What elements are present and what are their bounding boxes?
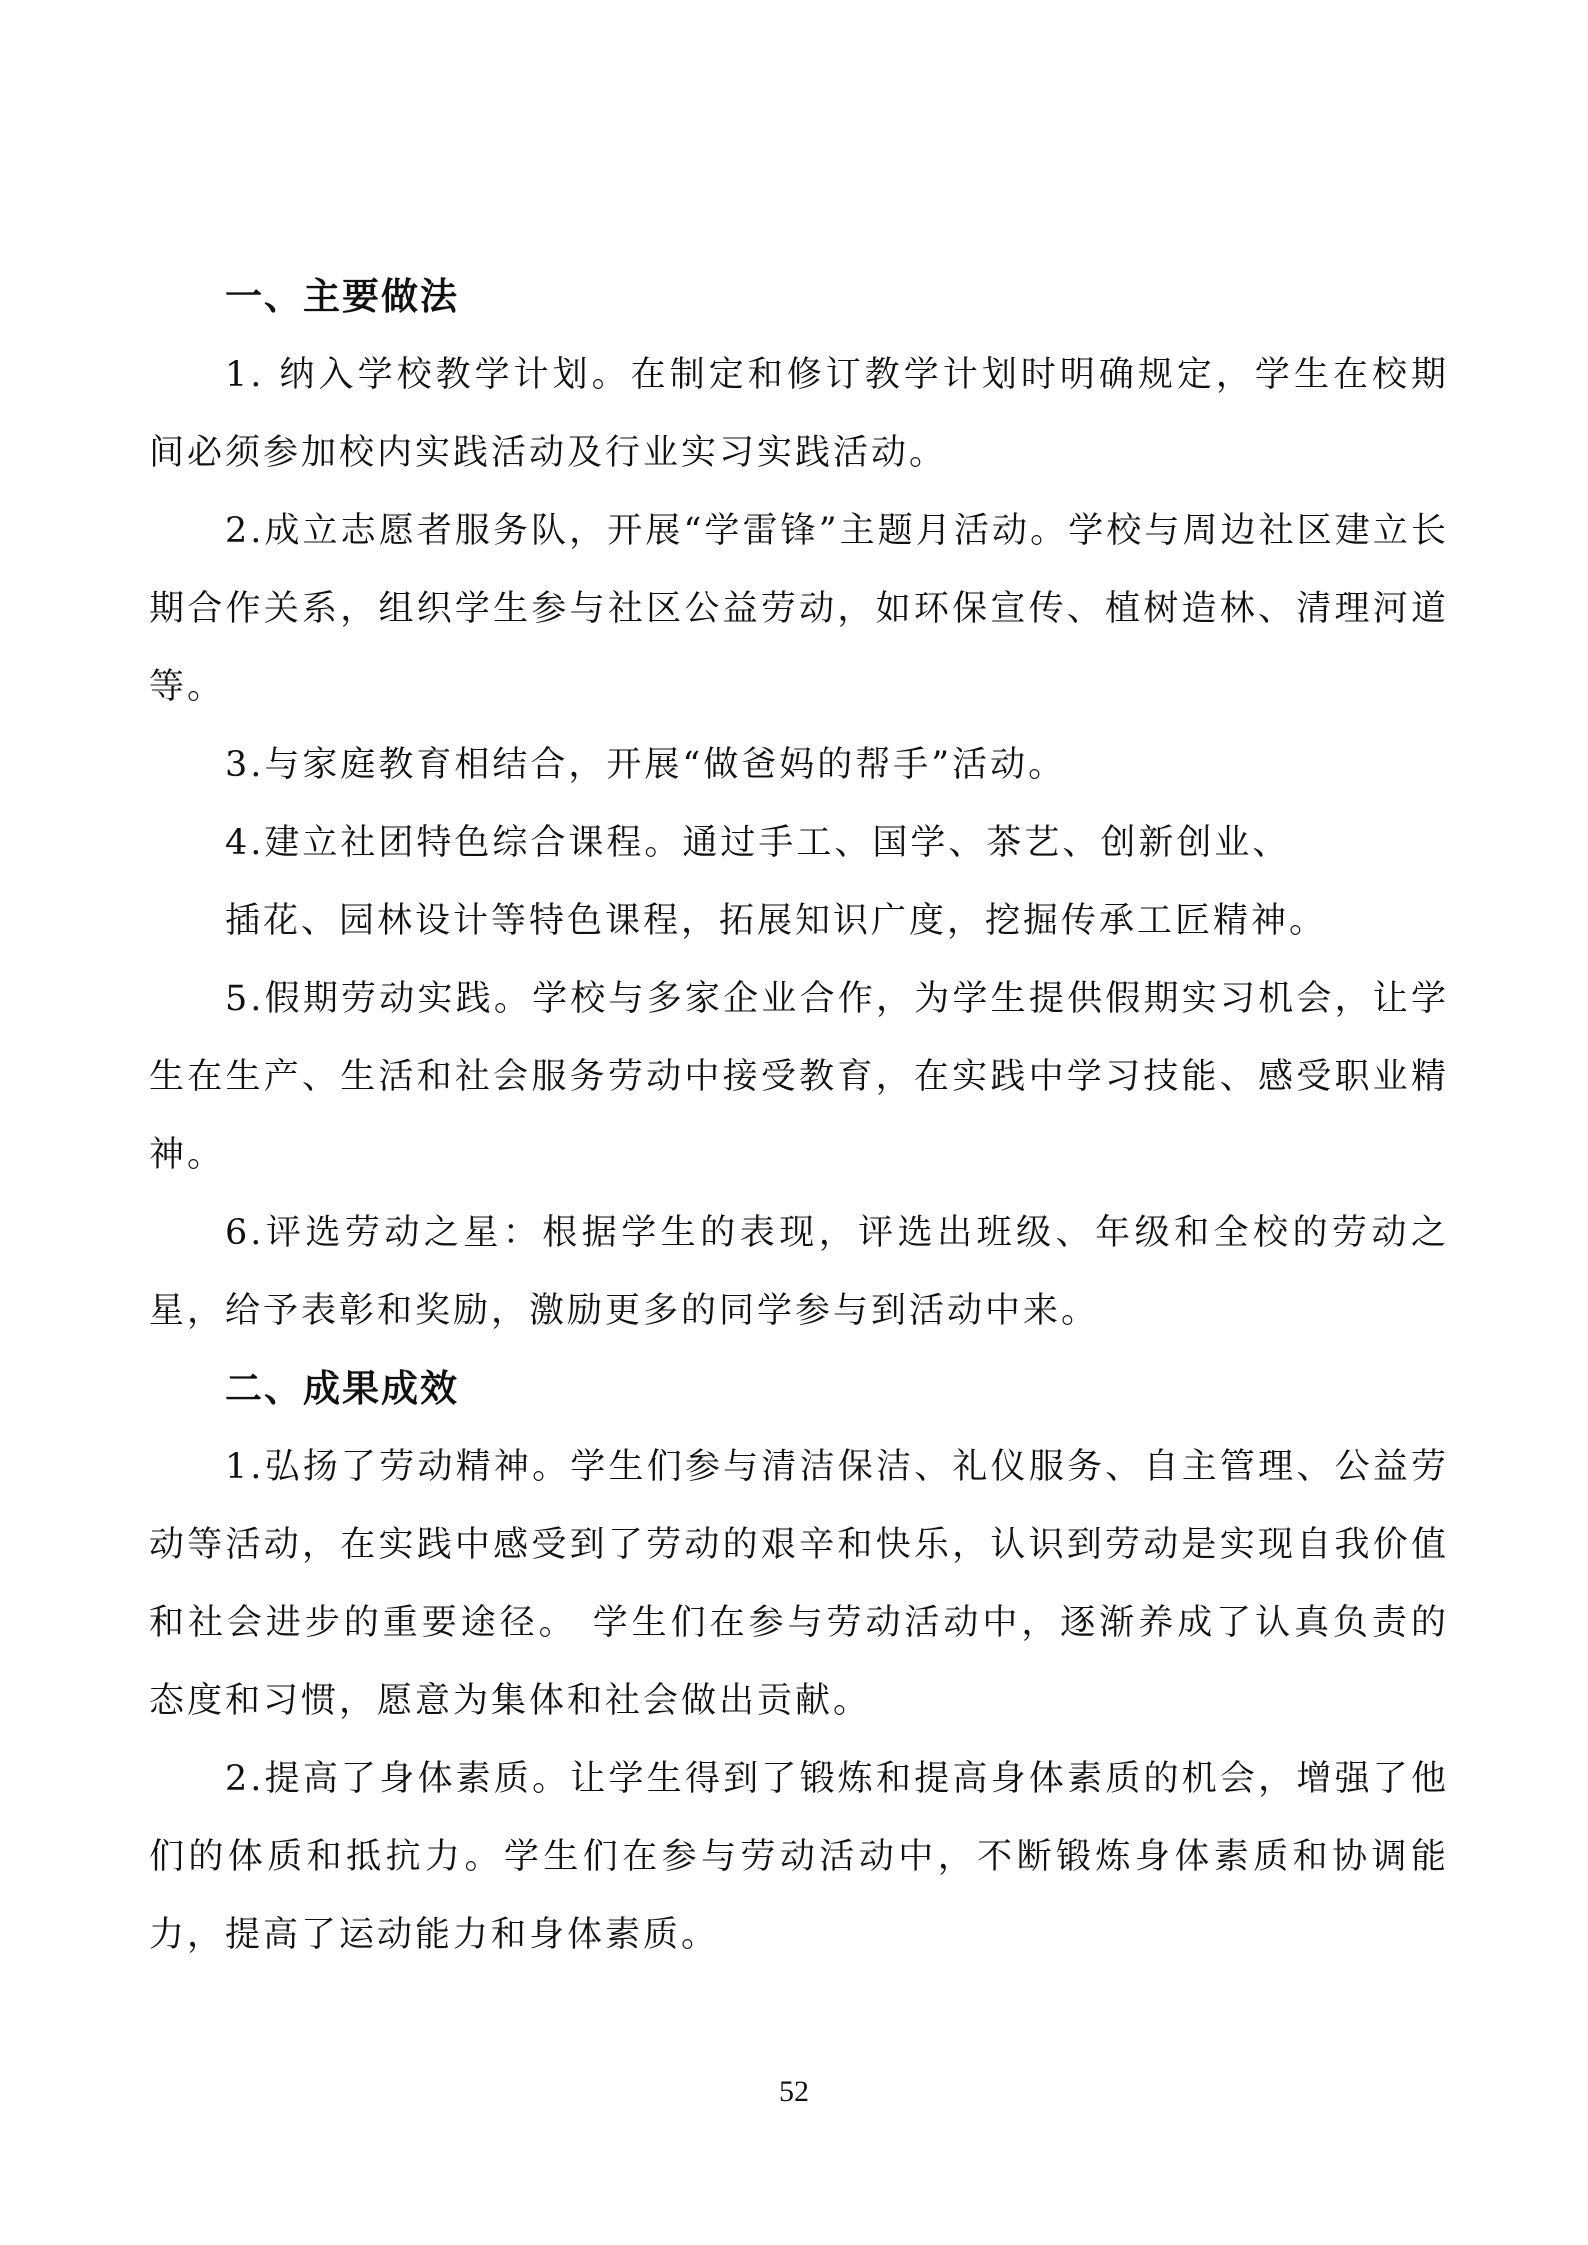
- paragraph: 5.假期劳动实践。学校与多家企业合作，为学生提供假期实习机会，让学生在生产、生活和社会服务劳动中接受教育，在实践中学习技能、感受职业精神。: [149, 979, 1449, 1175]
- paragraph: 4.建立社团特色综合课程。通过手工、国学、茶艺、创新创业、: [225, 823, 1291, 863]
- paragraph: 6.评选劳动之星：根据学生的表现，评选出班级、年级和全校的劳动之星，给予表彰和奖励，激励更多的同学参与到活动中来。: [149, 1213, 1449, 1331]
- section-heading-results: 二、成果成效: [225, 1367, 459, 1410]
- paragraph: 2.提高了身体素质。让学生得到了锻炼和提高身体素质的机会，增强了他们的体质和抵抗力。学生们在参与劳动活动中，不断锻炼身体素质和协调能力，提高了运动能力和身体素质。: [149, 1759, 1449, 1955]
- paragraph: 1. 纳入学校教学计划。在制定和修订教学计划时明确规定，学生在校期间必须参加校内实践活动及行业实习实践活动。: [149, 355, 1449, 473]
- paragraph: 1.弘扬了劳动精神。学生们参与清洁保洁、礼仪服务、自主管理、公益劳动等活动，在实践中感受到了劳动的艰辛和快乐，认识到劳动是实现自我价值和社会进步的重要途径。 学生们在参与劳动活动中，逐渐养成了认真负责的态度和习惯，愿意为集体和社会做出贡献。: [149, 1447, 1449, 1721]
- document-body: [149, 258, 1449, 1974]
- section-heading-main-practices: 一、主要做法: [225, 275, 459, 318]
- page-number: 52: [779, 2075, 809, 2108]
- paragraph: 3.与家庭教育相结合，开展“做爸妈的帮手”活动。: [225, 745, 1067, 785]
- paragraph: 插花、园林设计等特色课程，拓展知识广度，挖掘传承工匠精神。: [225, 901, 1328, 941]
- paragraph: 2.成立志愿者服务队，开展“学雷锋”主题月活动。学校与周边社区建立长期合作关系，组织学生参与社区公益劳动，如环保宣传、植树造林、清理河道等。: [149, 511, 1449, 707]
